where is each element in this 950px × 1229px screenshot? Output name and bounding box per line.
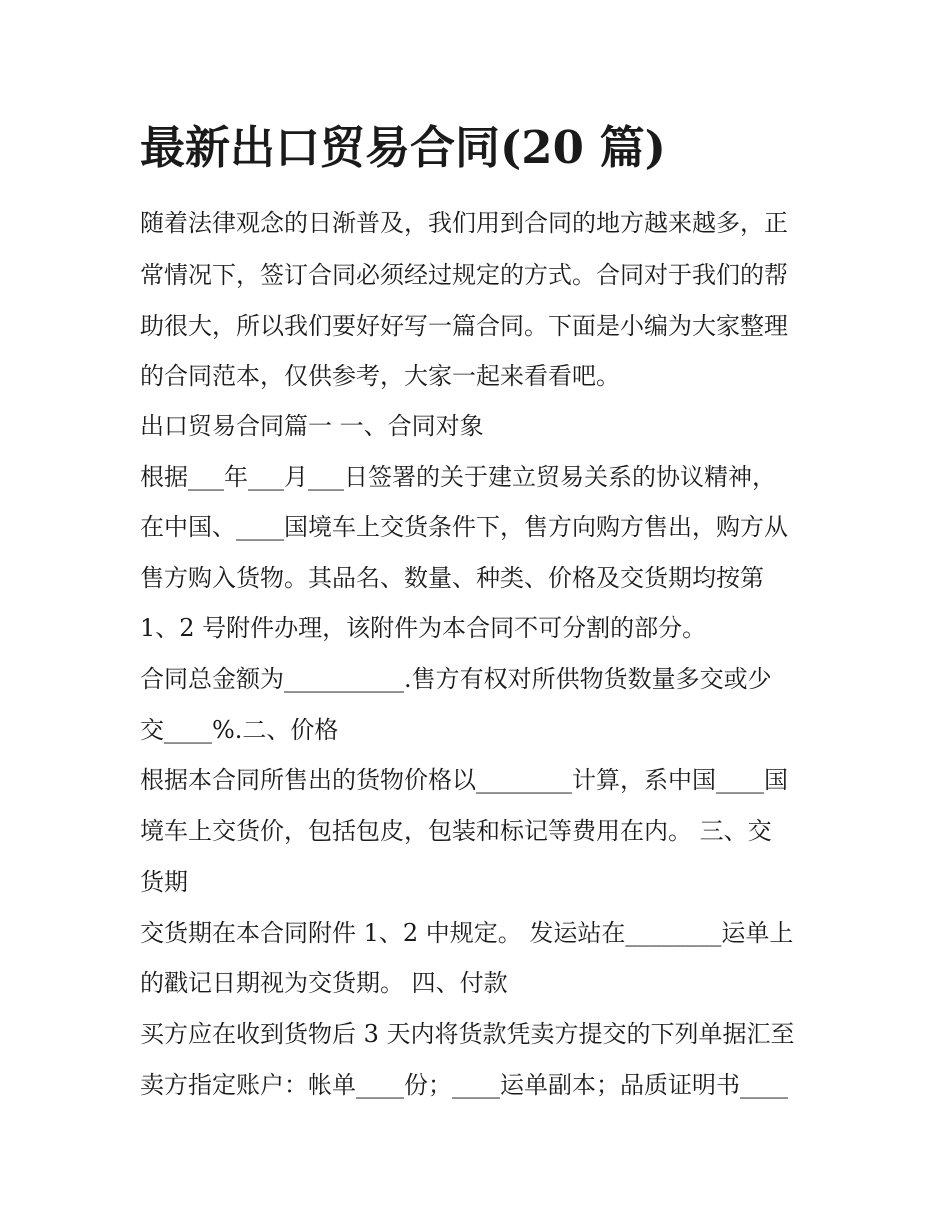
paragraph-line: 根据本合同所售出的货物价格以________计算，系中国____国 [140,766,788,794]
paragraph-line: 根据___年___月___日签署的关于建立贸易关系的协议精神， [140,463,776,491]
paragraph-line: 卖方指定账户：帐单____份；____运单副本；品质证明书____ [140,1071,788,1099]
document-title: 最新出口贸易合同(20 篇) [140,121,666,174]
paragraph-line: 在中国、____国境车上交货条件下，售方向购方售出，购方从 [140,513,788,541]
paragraph-line: 的戳记日期视为交货期。 四、付款 [140,969,508,997]
paragraph-line: 的合同范本，仅供参考，大家一起来看看吧。 [140,362,620,390]
paragraph-line: 售方购入货物。其品名、数量、种类、价格及交货期均按第 [140,564,764,592]
paragraph-line: 合同总金额为__________.售方有权对所供物货数量多交或少 [140,665,772,693]
paragraph-line: 随着法律观念的日渐普及，我们用到合同的地方越来越多，正 [140,209,788,237]
paragraph-line: 货期 [140,868,188,896]
paragraph-line: 境车上交货价，包括包皮，包装和标记等费用在内。 三、交 [140,817,772,845]
section-heading-line: 出口贸易合同篇一 一、合同对象 [140,412,484,440]
paragraph-line: 助很大，所以我们要好好写一篇合同。下面是小编为大家整理 [140,312,788,340]
paragraph-line: 交____%.二、价格 [140,716,339,744]
paragraph-line: 常情况下，签订合同必须经过规定的方式。合同对于我们的帮 [140,261,788,289]
paragraph-line: 1、2 号附件办理，该附件为本合同不可分割的部分。 [140,614,707,642]
paragraph-line: 交货期在本合同附件 1、2 中规定。 发运站在________运单上 [140,919,794,947]
paragraph-line: 买方应在收到货物后 3 天内将货款凭卖方提交的下列单据汇至 [140,1020,795,1048]
